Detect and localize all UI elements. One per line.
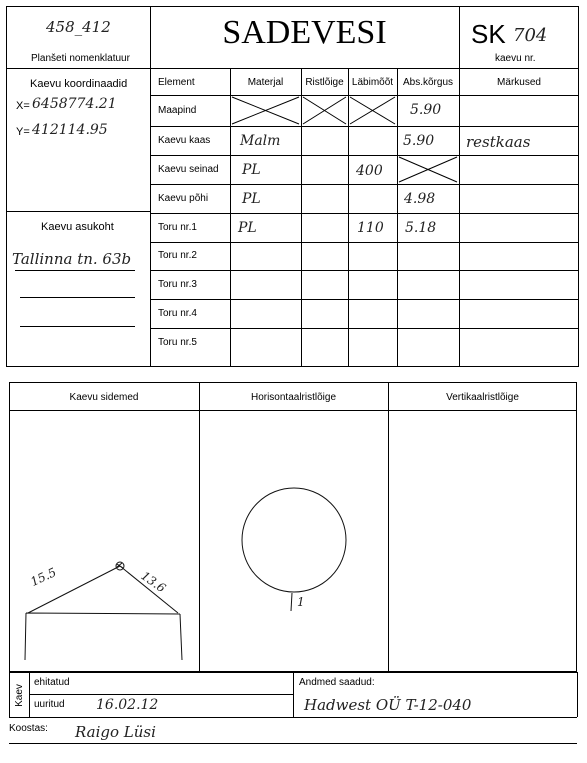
coords-title: Kaevu koordinaadid: [30, 78, 128, 90]
cell-abs: 5.90: [410, 102, 442, 118]
data-from-label: Andmed saadud:: [299, 677, 375, 688]
surveyed-label: uuritud: [34, 699, 65, 710]
sketch-col2-title: Horisontaalristlõige: [250, 392, 337, 403]
tie-dimension-left: 15.5: [28, 565, 59, 589]
row-label: Kaevu seinad: [158, 164, 219, 175]
table-header-notes: Märkused: [497, 77, 541, 88]
author-label: Koostas:: [9, 723, 48, 734]
cell-abs: 5.90: [403, 133, 435, 149]
author-line: [9, 743, 577, 744]
footer-side-label: Kaev: [13, 684, 25, 707]
table-header-cross: Ristlõige: [305, 77, 344, 88]
footer-bottom-line: [9, 717, 577, 718]
table-header-element: Element: [158, 77, 195, 88]
y-label: Y=: [16, 126, 30, 138]
footer-mid-divider: [293, 672, 294, 717]
cell-abs: 4.98: [404, 191, 436, 207]
location-title: Kaevu asukoht: [41, 221, 114, 233]
well-id-label: kaevu nr.: [495, 53, 536, 64]
table-header-material: Materjal: [247, 77, 284, 88]
nomenclature-value: 458_412: [46, 18, 111, 36]
row-label: Toru nr.1: [158, 222, 197, 233]
cell-abs: 5.18: [405, 220, 437, 236]
footer-mid-line: [29, 694, 293, 695]
location-value: Tallinna tn. 63b: [12, 250, 132, 268]
pipe-label: 1: [297, 595, 305, 609]
row-label: Toru nr.2: [158, 250, 197, 261]
tie-dimension-right: 13.6: [138, 568, 169, 596]
page-title: SADEVESI: [222, 14, 387, 51]
sketch-col3-title: Vertikaalristlõige: [446, 392, 519, 403]
row-label: Kaevu põhi: [158, 193, 209, 204]
row-label: Maapind: [158, 105, 197, 116]
well-id-value: 704: [513, 25, 548, 46]
cell-notes: restkaas: [466, 133, 531, 151]
well-circle: [242, 488, 346, 592]
footer-left-edge: [9, 672, 10, 717]
cell-diameter: 400: [356, 163, 383, 179]
row-label: Toru nr.3: [158, 279, 197, 290]
built-label: ehitatud: [34, 677, 70, 688]
table-header-diameter: Läbimõõt: [351, 77, 394, 88]
table-header-abs: Abs.kõrgus: [402, 77, 454, 88]
cell-material: Malm: [240, 133, 281, 149]
data-from-value: Hadwest OÜ T-12-040: [304, 696, 472, 714]
building-outline: [25, 613, 182, 660]
row-label: Kaevu kaas: [158, 135, 211, 146]
surveyed-value: 16.02.12: [96, 697, 159, 713]
x-value: 6458774.21: [32, 96, 117, 112]
cell-material: PL: [242, 191, 261, 207]
footer-right-edge: [577, 672, 578, 717]
row-label: Toru nr.4: [158, 308, 197, 319]
sketch-col1-title: Kaevu sidemed: [69, 392, 139, 403]
cell-material: PL: [242, 162, 261, 178]
pipe-mark: [291, 593, 292, 611]
row-label: Toru nr.5: [158, 337, 197, 348]
cell-diameter: 110: [357, 220, 384, 236]
author-value: Raigo Lüsi: [75, 723, 156, 741]
y-value: 412114.95: [32, 122, 108, 138]
nomenclature-label: Planšeti nomenklatuur: [31, 53, 130, 64]
cell-material: PL: [238, 220, 257, 236]
well-id-prefix: SK: [471, 19, 506, 49]
x-label: X=: [16, 100, 30, 112]
